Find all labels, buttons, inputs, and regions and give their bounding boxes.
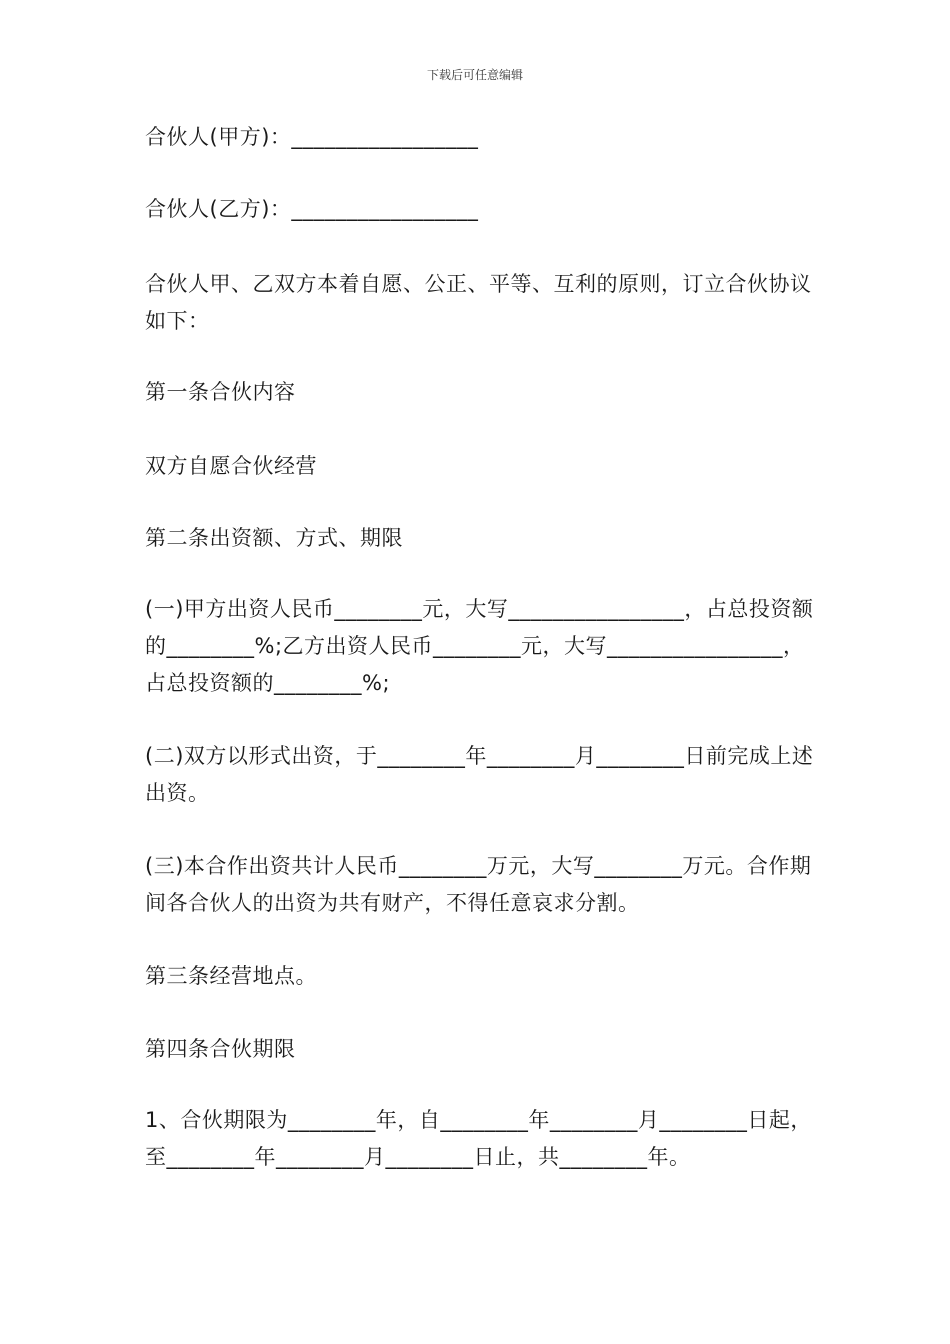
article-2-heading: 第二条出资额、方式、期限 [145, 526, 403, 550]
preamble-paragraph: 合伙人甲、乙双方本着自愿、公正、平等、互利的原则，订立合伙协议如下： [145, 272, 812, 333]
partner-b-line: 合伙人(乙方)：_________________ [145, 197, 479, 221]
article-2-item-1: (一)甲方出资人民币________元，大写________________，占总投资额的________%;乙方出资人民币________元，大写________________，占总投资额的________%; [145, 597, 814, 695]
header-note: 下载后可任意编辑 [426, 68, 523, 82]
partner-a-line: 合伙人(甲方)：_________________ [145, 125, 479, 149]
article-1-content: 双方自愿合伙经营 [145, 454, 317, 478]
article-4-heading: 第四条合伙期限 [145, 1037, 296, 1061]
article-2-item-3: (三)本合作出资共计人民币________万元，大写________万元。合作期间各合伙人的出资为共有财产，不得任意哀求分割。 [145, 854, 812, 915]
article-1-heading: 第一条合伙内容 [145, 380, 296, 404]
article-2-item-2: (二)双方以形式出资，于________年________月________日前完成上述出资。 [145, 744, 814, 805]
article-3-heading: 第三条经营地点。 [145, 964, 317, 988]
article-4-item-1: 1、合伙期限为________年，自________年________月________日起，至________年________月________日止，共________年。 [145, 1108, 812, 1169]
